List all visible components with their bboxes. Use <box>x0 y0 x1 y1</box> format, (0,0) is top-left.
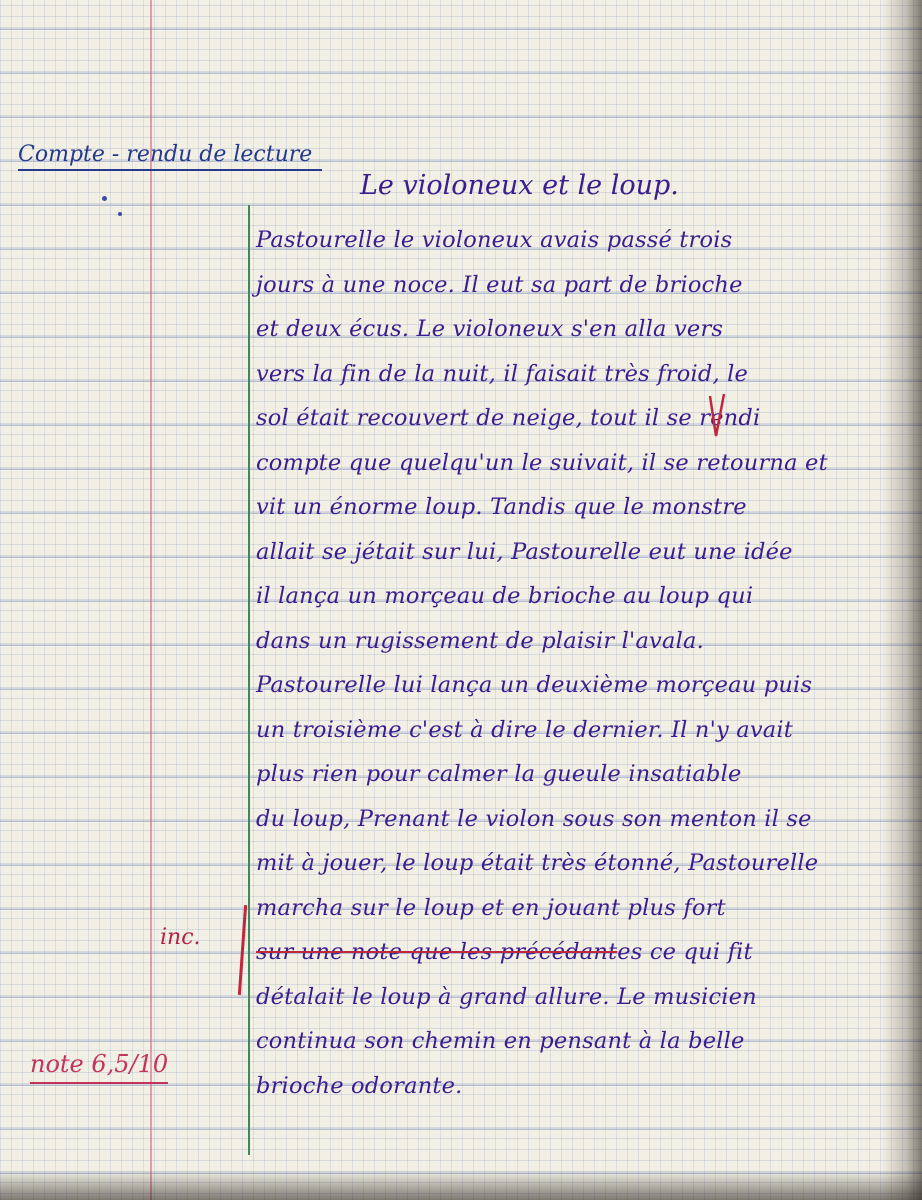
text-line: allait se jétait sur lui, Pastourelle eut une idée <box>256 538 793 565</box>
margin-line-red <box>150 0 152 1200</box>
page-edge-shadow <box>882 0 922 1200</box>
text-line: mit à jouer, le loup était très étonné, Pastourelle <box>256 850 819 876</box>
text-line: du loup, Prenant le violon sous son menton il se <box>256 805 812 832</box>
text-line: il lança un morçeau de brioche au loup qui <box>256 583 754 609</box>
text-line: et deux écus. Le violoneux s'en alla vers <box>256 316 724 342</box>
text-line: un troisième c'est à dire le dernier. Il n'y avait <box>256 716 794 743</box>
text-line: Pastourelle le violoneux avais passé trois <box>256 227 733 253</box>
page-bottom-shadow <box>0 1170 922 1200</box>
correction-mark <box>706 392 728 440</box>
section-header: Compte - rendu de lecture <box>18 142 322 171</box>
text-line-corrected <box>256 930 916 975</box>
text-line-tail: es ce qui fit <box>617 939 753 965</box>
margin-line-green <box>248 205 250 1155</box>
text-line: continua son chemin en pensant à la belle <box>256 1028 745 1054</box>
text-line: Pastourelle lui lança un deuxième morçeau puis <box>256 672 813 698</box>
grade-note: note 6,5/10 <box>30 1050 168 1084</box>
struck-text: sur une note que les précédant <box>256 939 618 965</box>
text-line: vit un énorme loup. Tandis que le monstre <box>256 494 747 520</box>
ink-spot <box>102 196 107 201</box>
text-line: vers la fin de la nuit, il faisait très froid, le <box>256 360 749 387</box>
correction-bar <box>238 905 247 995</box>
text-line: compte que quelqu'un le suivait, il se retourna et <box>256 449 828 476</box>
text-line: brioche odorante. <box>256 1072 463 1099</box>
text-line: détalait le loup à grand allure. Le musicien <box>256 983 757 1010</box>
ink-spot <box>118 212 122 216</box>
text-line: jours à une noce. Il eut sa part de brioche <box>256 271 743 298</box>
text-line: marcha sur le loup et en jouant plus fort <box>256 894 726 921</box>
handwritten-text <box>256 218 916 1108</box>
text-line: plus rien pour calmer la gueule insatiable <box>256 761 742 787</box>
margin-note: inc. <box>160 925 201 950</box>
story-title: Le violoneux et le loup. <box>360 170 679 201</box>
text-line: dans un rugissement de plaisir l'avala. <box>256 627 704 654</box>
text-line: sol était recouvert de neige, tout il se rendi <box>256 405 761 431</box>
